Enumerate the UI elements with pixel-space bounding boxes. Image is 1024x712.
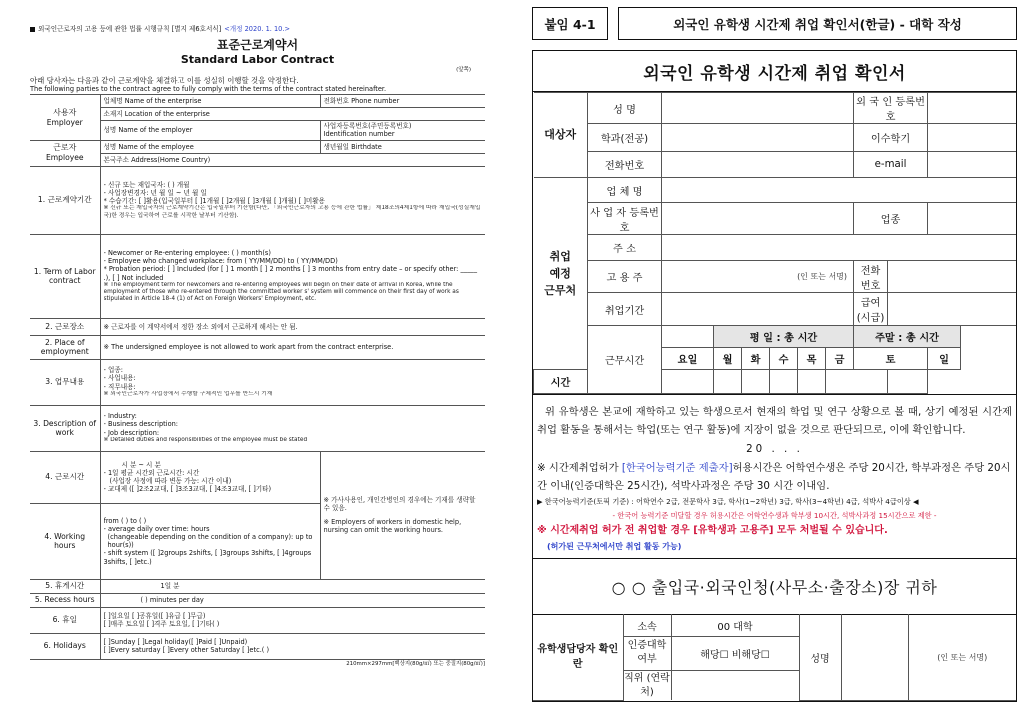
confirmation-form-box: [532, 50, 1017, 702]
holiday-ko-row: [30, 607, 485, 633]
term-ko-label: 1. 근로계약기간: [30, 166, 100, 234]
time-label: 시간: [534, 370, 588, 394]
paper-spec-footer: 210mm×297mm[백상지(80g/㎡) 또는 중질지(80g/㎡)]: [346, 660, 485, 667]
term-ko-row: [30, 166, 485, 234]
biz-no-field[interactable]: [662, 203, 854, 235]
place-en-row: [30, 335, 485, 359]
work-ko-content[interactable]: - 업종: - 사업내용: - 직무내용: ※ 외국인근로자가 사업장에서 수행할 구체적인 업무를 반드시 기재: [100, 359, 485, 405]
cert-label: 인증대학 여부: [623, 636, 671, 670]
work-en-row: [30, 405, 485, 451]
major-label: 학과(전공): [588, 124, 662, 152]
holiday-ko-content[interactable]: [ ]일요일 [ ]공휴일([ ]유급 [ ]무급) [ ]매주 토요일 [ ]격주 토요일, [ ]기타( ): [100, 607, 485, 633]
reduced-hours-note: - 한국어 능력기준 미달할 경우 허용시간은 어학연수생과 학부생 10시간, 석박사과정 15시간으로 제한 -: [612, 510, 937, 520]
subject-section-label: 대상자: [534, 93, 588, 178]
phone-field[interactable]: [662, 152, 854, 178]
subject-row-3: [534, 152, 1017, 178]
employer-signature-field[interactable]: [662, 261, 854, 293]
employee-row-1: [30, 140, 485, 153]
officer-name-field[interactable]: [841, 614, 908, 700]
hours-sun[interactable]: [888, 370, 928, 394]
weekend-total[interactable]: 주말 : 총 시간: [854, 326, 961, 348]
day-tue: 화: [742, 348, 770, 370]
confirmation-section: [533, 394, 1016, 558]
recess-ko-row: [30, 579, 485, 593]
intro-en: The following parties to the contract agree to fully comply with the terms of the contract stated hereinafter.: [30, 85, 387, 93]
place-ko-label: 2. 근로장소: [30, 318, 100, 335]
term-en-label: 1. Term of Labor contract: [30, 234, 100, 318]
industry-label: 업종: [854, 203, 928, 235]
subject-row-2: [534, 124, 1017, 152]
intro-ko: 아래 당사자는 다음과 같이 근로계약을 체결하고 이를 성실히 이행할 것을 약정한다.: [30, 75, 299, 85]
day-sun: 일: [928, 348, 961, 370]
standard-labor-contract-form: [30, 22, 485, 706]
birthdate-field[interactable]: 생년월일 Birthdate: [320, 140, 485, 153]
work-en-label: 3. Description of work: [30, 405, 100, 451]
recess-en-content[interactable]: ( ) minutes per day: [100, 593, 485, 607]
hours-wed[interactable]: [742, 370, 770, 394]
hours-sat[interactable]: [826, 370, 888, 394]
position-field[interactable]: [671, 670, 799, 700]
revision-date: <개정 2020. 1. 10.>: [224, 24, 290, 33]
holiday-ko-label: 6. 휴일: [30, 607, 100, 633]
employer-row-1: [30, 95, 485, 108]
dept-value[interactable]: 00 대학: [671, 614, 799, 636]
workplace-row-4: [534, 261, 1017, 293]
home-address-field[interactable]: 본국주소 Address(Home Country): [100, 153, 485, 166]
attachment-header: [532, 7, 1017, 40]
recess-ko-label: 5. 휴게시간: [30, 579, 100, 593]
address-field[interactable]: [662, 235, 1017, 261]
position-label: 직위 (연락처): [623, 670, 671, 700]
wage-field[interactable]: [888, 293, 1016, 326]
officer-label: 유학생담당자 확인란: [533, 614, 623, 700]
alien-reg-label: 외 국 인 등록번호: [854, 93, 928, 124]
korean-proficiency-highlight: [한국어능력기준 제출자]: [621, 462, 733, 475]
officer-confirmation-table: [533, 614, 1016, 701]
day-mon: 월: [714, 348, 742, 370]
day-fri: 금: [826, 348, 854, 370]
company-field[interactable]: [662, 178, 1017, 203]
term-ko-content[interactable]: - 신규 또는 재입국자: ( ) 개월 - 사업장변경자: 년 월 일 ~ 년 월 일 * 수습기간: [ ]활용(입국일부터 [ ]1개월 [ ]2개월 [ ]3개월 [ ]개월) [ ]미활용 ※ 신규 또는 재입국자의 근로계약기간은 입국일부터 기산함(다만, 「외국인근로자의 고용 등에 관한 법률」 제18조의4제1항에 따라 재입국(성실재입국)한 경우는 입국하여 근로를 시작한 날부터 기산함).: [100, 166, 485, 234]
weekday-total[interactable]: 평 일 : 총 시간: [714, 326, 854, 348]
part-time-employment-confirmation-form: [532, 7, 1017, 707]
form-title: 외국인 유학생 시간제 취업 확인서: [533, 51, 1016, 92]
company-label: 업 체 명: [588, 178, 662, 203]
email-field[interactable]: [928, 152, 1016, 178]
location-field[interactable]: 소재지 Location of the enterprise: [100, 108, 485, 121]
hours-ko-row: [30, 451, 485, 503]
holiday-en-content[interactable]: [ ]Sunday [ ]Legal holiday([ ]Paid [ ]Unpaid) [ ]Every saturday [ ]Every other Saturday [ ]etc.( ): [100, 633, 485, 659]
holiday-en-row: [30, 633, 485, 659]
workplace-row-5: [534, 293, 1017, 326]
form-header: [30, 22, 485, 36]
hours-tue[interactable]: [714, 370, 742, 394]
tel-label: 전화 번호: [854, 261, 888, 293]
workplace-row-1: [534, 178, 1017, 203]
alien-reg-field[interactable]: [928, 93, 1016, 124]
hours-en-label: 4. Working hours: [30, 503, 100, 579]
permitted-hours-note: ※ 시간제취업허가 [한국어능력기준 제출자]허용시간은 어학연수생은 주당 20시간, 학부과정은 주당 20시간 이내(인증대학은 25시간), 석박사과정은 주당 30 시간 이내임.: [537, 462, 1011, 493]
hours-mon[interactable]: [662, 370, 714, 394]
workplace-section-label: 취업 예정 근무처: [534, 178, 588, 370]
applicant-workplace-table: [533, 92, 1016, 394]
dept-label: 소속: [623, 614, 671, 636]
confirmation-date[interactable]: 20 . . .: [746, 443, 803, 456]
hours-en-content[interactable]: from ( ) to ( ) - average daily over time: hours (changeable depending on the condition of a company): up to hour(s)) - shift system ([ ]2groups 2shifts, [ ]3groups 3shifts, [ ]4groups 3shifts, [ ]etc.): [100, 503, 320, 579]
form-legal-basis: 외국인근로자의 고용 등에 관한 법률 시행규칙 [별지 제6호서식]: [38, 24, 222, 33]
email-label: e-mail: [854, 152, 928, 178]
contract-title-en: Standard Labor Contract: [180, 53, 335, 66]
hours-thu[interactable]: [770, 370, 798, 394]
recess-en-label: 5. Recess hours: [30, 593, 100, 607]
work-ko-label: 3. 업무내용: [30, 359, 100, 405]
company-name-field[interactable]: 업체명 Name of the enterprise: [100, 95, 320, 108]
subject-row-1: [534, 93, 1017, 124]
confirmation-paragraph: 위 유학생은 본교에 재학하고 있는 학생으로서 현재의 학업 및 연구 상황으로 볼 때, 상기 예정된 시간제취업 활동을 통해서는 학업(또는 연구 활동)에 지장이 없을 것으로 판단되므로, 이에 확인합니다.: [537, 406, 1012, 437]
contract-title-ko: 표준근로계약서: [216, 38, 299, 52]
employee-label: 근로자 Employee: [30, 140, 100, 166]
hours-ko-content[interactable]: 시 분 ~ 시 분 - 1일 평균 시간외 근로시간: 시간 (사업장 사정에 따라 변동 가능: 시간 이내) - 교대제 ([ ]2조2교대, [ ]3조3교대, [ ]4조3교대, [ ]기타): [100, 451, 320, 503]
hours-header-row: [534, 326, 1017, 348]
day-wed: 수: [770, 348, 798, 370]
korean-level-criteria: ▶ 한국어능력기준(토픽 기준) : 어학연수 2급, 전문학사 3급, 학사(1~2학년) 3급, 학사(3~4학년) 4급, 석박사 4급이상 ◀: [537, 497, 919, 507]
wage-label: 급여 (시급): [854, 293, 888, 326]
front-page-note: (앞쪽): [456, 66, 471, 73]
work-hours-label: 근무시간: [588, 326, 662, 394]
phone-label: 전화번호: [588, 152, 662, 178]
place-ko-content: ※ 근로자를 이 계약서에서 정한 장소 외에서 근로하게 해서는 안 됨.: [100, 318, 485, 335]
name-field[interactable]: [662, 93, 854, 124]
biz-no-label: 사 업 자 등록번호: [588, 203, 662, 235]
officer-name-label: 성명: [799, 614, 841, 700]
attachment-title: 외국인 유학생 시간제 취업 확인서(한글) - 대학 작성: [618, 7, 1017, 40]
name-label: 성 명: [588, 93, 662, 124]
period-label: 취업기간: [588, 293, 662, 326]
employer-name-field[interactable]: 성명 Name of the employer: [100, 121, 320, 140]
phone-field[interactable]: 전화번호 Phone number: [320, 95, 485, 108]
square-bullet-icon: [30, 27, 35, 32]
registration-number-field[interactable]: 사업자등록번호(주민등록번호) Identification number: [320, 121, 485, 140]
major-field[interactable]: [662, 124, 854, 152]
term-en-row: [30, 234, 485, 318]
hours-fri[interactable]: [798, 370, 826, 394]
term-en-content[interactable]: - Newcomer or Re-entering employee: ( ) month(s) - Employee who changed workplace: from ( YY/MM/DD) to ( YY/MM/DD) * Probation period: [ ] Included (for [ ] 1 month [ ] 2 months [ ] 3 months from entry date – or specify other: _____ .), [ ] Not included ※ The employment term for newcomers and re-entering employees will begin on their date of arrival in Korea, while the employment of those who re-entered through the committed worker s' system will commence on their first day of work as stipulated in Article 18-4 (1) of Act on Foreign Workers' Employment, etc.: [100, 234, 485, 318]
workplace-row-3: [534, 235, 1017, 261]
place-en-label: 2. Place of employment: [30, 335, 100, 359]
address-label: 주 소: [588, 235, 662, 261]
work-en-content[interactable]: - Industry: - Business description: - Job description: ※ Detailed duties and responsibilities of the employee must be stated: [100, 405, 485, 451]
tel-field[interactable]: [888, 261, 1016, 293]
addressee-line: ○ ○ 출입국·외국인청(사무소·출장소)장 귀하: [533, 558, 1016, 614]
contract-table: [30, 94, 485, 659]
penalty-warning: ※ 시간제취업 허가 전 취업할 경우 [유학생과 고용주] 모두 처벌될 수 있습니다.: [537, 525, 888, 537]
permitted-workplace-note: (허가된 근무처에서만 취업 활동 가능): [547, 541, 682, 551]
semester-label: 이수학기: [854, 124, 928, 152]
day-thu: 목: [798, 348, 826, 370]
hours-ko-label: 4. 근로시간: [30, 451, 100, 503]
officer-seal-note[interactable]: (인 또는 서명): [908, 614, 1016, 700]
place-ko-row: [30, 318, 485, 335]
industry-field[interactable]: [928, 203, 1016, 235]
semester-field[interactable]: [928, 124, 1016, 152]
employee-name-field[interactable]: 성명 Name of the employee: [100, 140, 320, 153]
day-label: 요일: [662, 348, 714, 370]
hours-exemption-note: ※ 가사사용인, 개인간병인의 경우에는 기재를 생략할 수 있음. ※ Employers of workers in domestic help, nursing can omit the working hours.: [320, 451, 485, 579]
employer-label: 사용자 Employer: [30, 95, 100, 140]
attachment-tag: 붙임 4-1: [532, 7, 608, 40]
day-sat: 토: [854, 348, 928, 370]
recess-en-row: [30, 593, 485, 607]
holiday-en-label: 6. Holidays: [30, 633, 100, 659]
workplace-row-2: [534, 203, 1017, 235]
recess-ko-content[interactable]: 1일 분: [100, 579, 485, 593]
cert-checkboxes[interactable]: 해당☐ 비해당☐: [671, 636, 799, 670]
employer-label: 고 용 주: [588, 261, 662, 293]
work-ko-row: [30, 359, 485, 405]
period-field[interactable]: [662, 293, 854, 326]
seal-or-signature-note: (인 또는 서명): [797, 272, 848, 281]
officer-row-1: [533, 614, 1016, 636]
place-en-content: ※ The undersigned employee is not allowed to work apart from the contract enterprise.: [100, 335, 485, 359]
